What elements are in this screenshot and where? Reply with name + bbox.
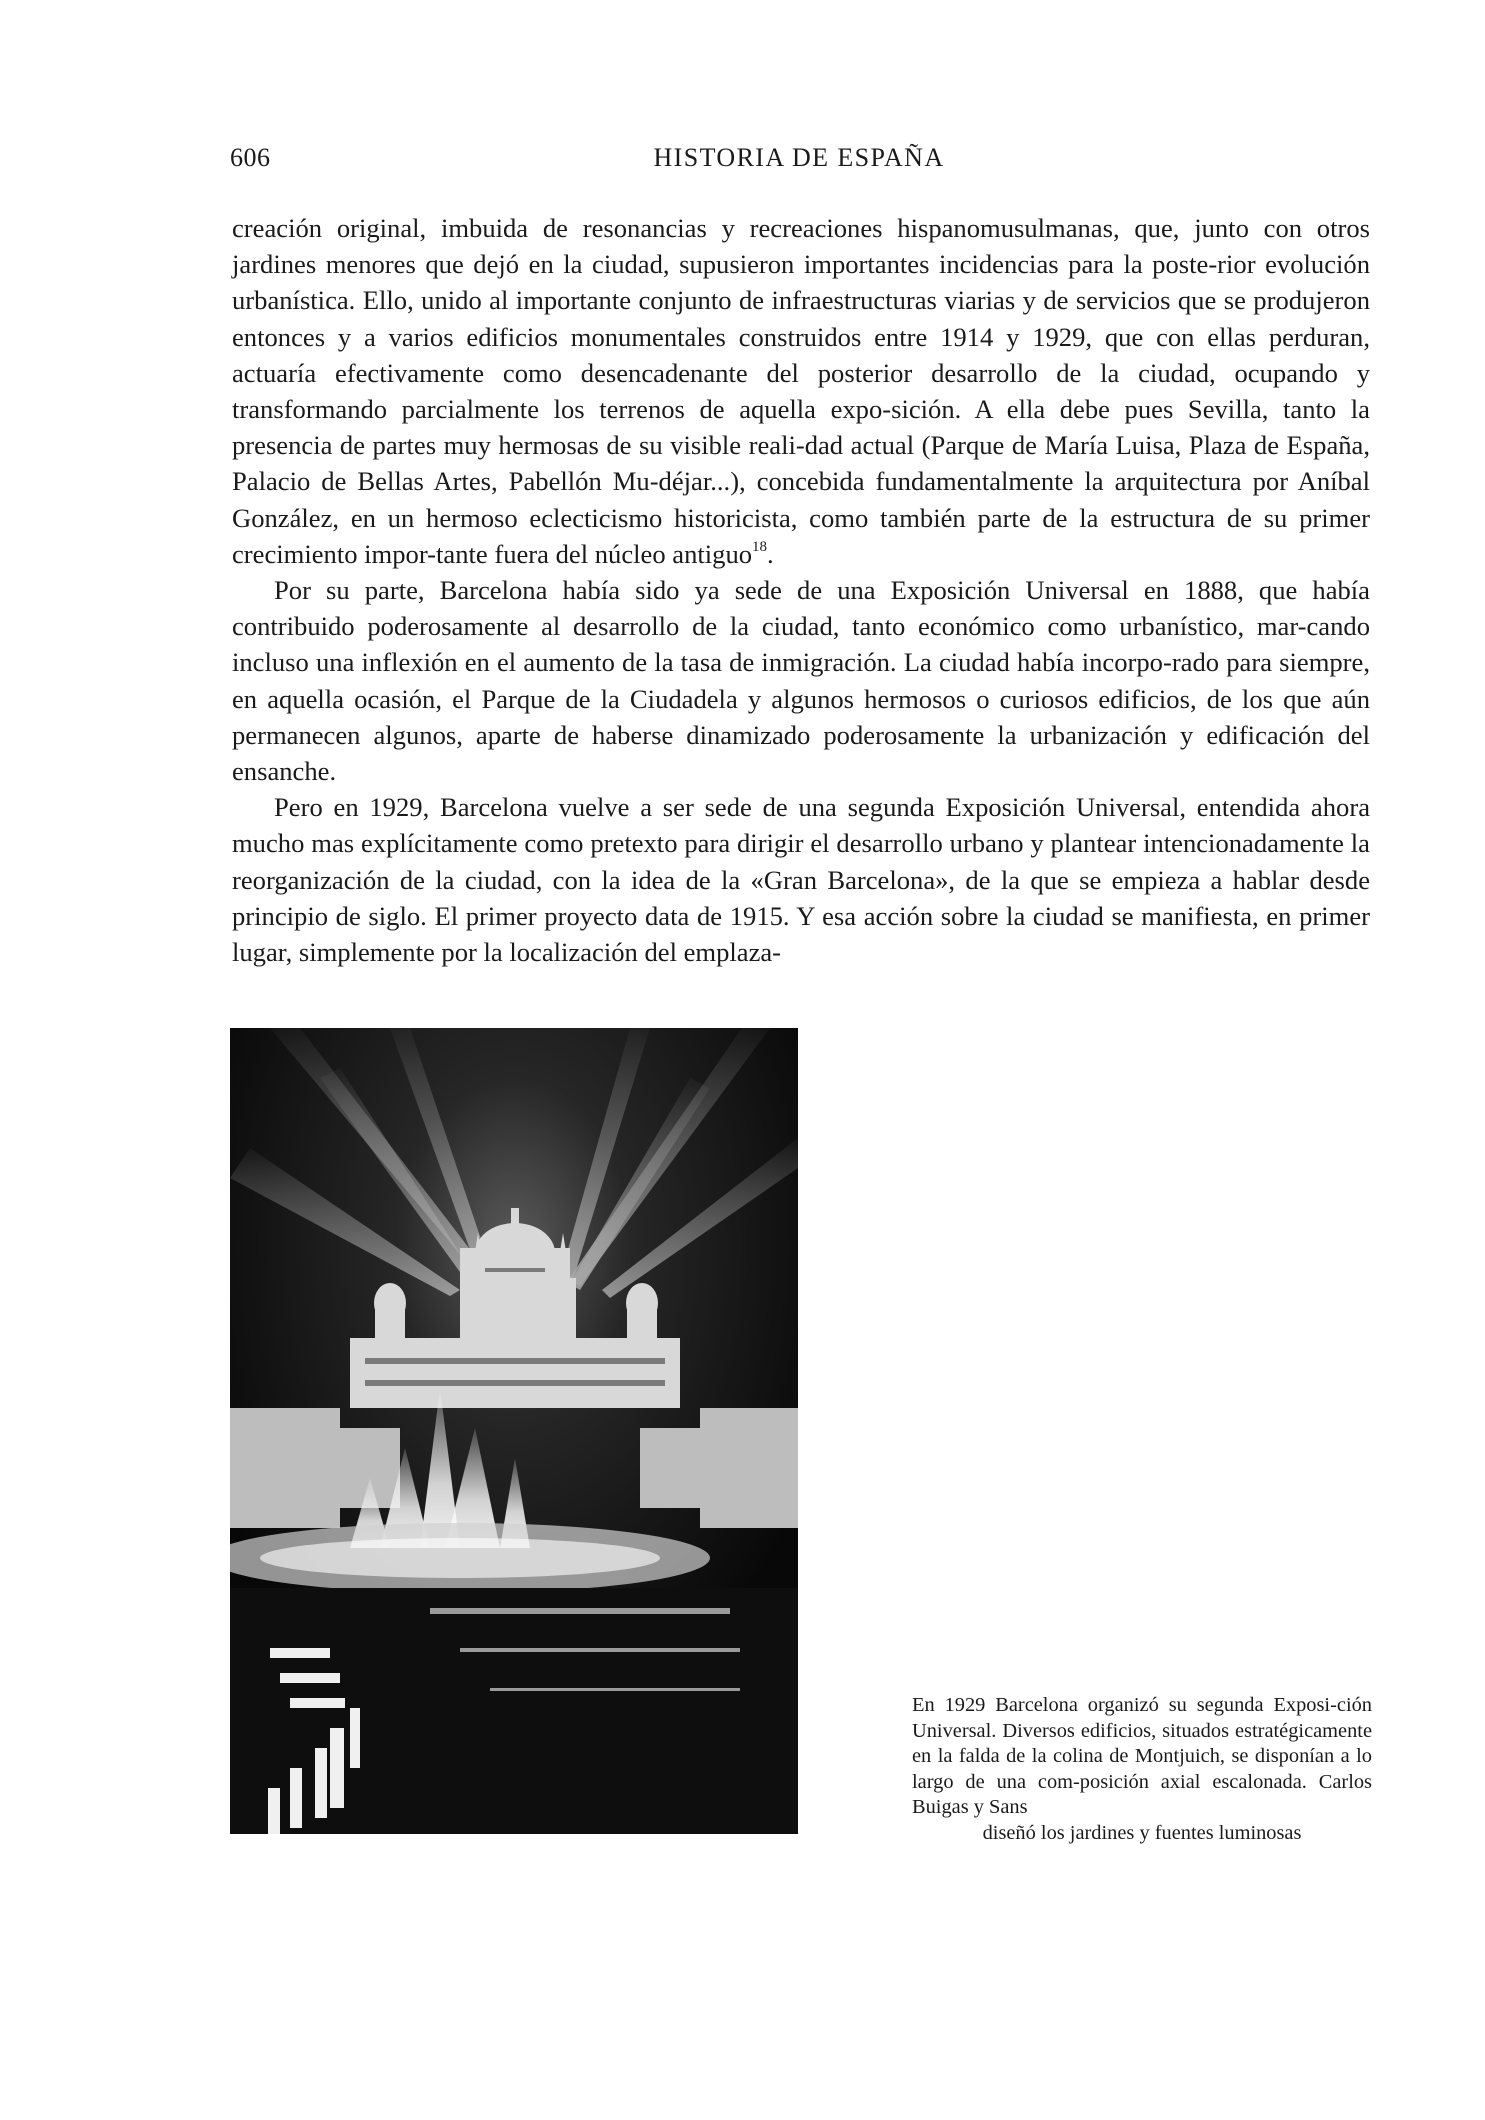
running-title: HISTORIA DE ESPAÑA (653, 143, 945, 172)
figure-caption (912, 1693, 1372, 1847)
paragraph-1-end: . (767, 538, 774, 569)
paragraph-3: Pero en 1929, Barcelona vuelve a ser sede de una segunda Exposición Universal, entendida ahora mucho mas explícitamente como pretexto para dirigir el desarrollo urbano y plantear intencionadamente la reorganización de la ciudad, con la idea de la «Gran Barcelona», de la que se empieza a hablar desde principio de siglo. El primer proyecto data de 1915. Y esa acción sobre la ciudad se manifiesta, en primer lugar, simplemente por la localización del emplaza- (232, 792, 1370, 968)
paragraph-1-text: creación original, imbuida de resonancias y recreaciones hispanomusulmanas, que, junto con otros jardines menores que dejó en la ciudad, supusieron importantes incidencias para la poste-rior evolución urbanística. Ello, unido al importante conjunto de infraestructuras viarias y de servicios que se produjeron entonces y a varios edificios monumentales construidos entre 1914 y 1929, que con ellas perduran, actuaría efectivamente como desencadenante del posterior desarrollo de la ciudad, ocupando y transformando parcialmente los terrenos de aquella expo-sición. A ella debe pues Sevilla, tanto la presencia de partes muy hermosas de su visible reali-dad actual (Parque de María Luisa, Plaza de España, Palacio de Bellas Artes, Pabellón Mu-déjar...), concebida fundamentalmente la arquitectura por Aníbal González, en un hermoso eclecticismo historicista, como también parte de la estructura de su primer crecimiento impor-tante fuera del núcleo antiguo (232, 213, 1370, 569)
page-number: 606 (230, 143, 271, 172)
night-photo-palace-illuminated-icon (230, 1028, 798, 1834)
caption-last-line: diseñó los jardines y fuentes luminosas (982, 1821, 1302, 1844)
caption-main: En 1929 Barcelona organizó su segunda Exposi-ción Universal. Diversos edificios, situados estratégicamente en la falda de la colina de Montjuich, se disponían a lo largo de una com-posición axial escalonada. Carlos Buigas y Sans (912, 1694, 1372, 1819)
paragraph-2: Por su parte, Barcelona había sido ya sede de una Exposición Universal en 1888, que había contribuido poderosamente al desarrollo de la ciudad, tanto económico como urbanístico, mar-cando incluso una inflexión en el aumento de la tasa de inmigración. La ciudad había incorpo-rado para siempre, en aquella ocasión, el Parque de la Ciudadela y algunos hermosos o curiosos edificios, de los que aún permanecen algunos, aparte de haberse dinamizado poderosamente la urbanización y edificación del ensanche. (232, 575, 1370, 787)
footnote-ref[interactable]: 18 (752, 538, 768, 555)
paragraph-1 (232, 210, 1370, 572)
body-text (232, 210, 1370, 970)
night-photo (230, 1028, 798, 1834)
